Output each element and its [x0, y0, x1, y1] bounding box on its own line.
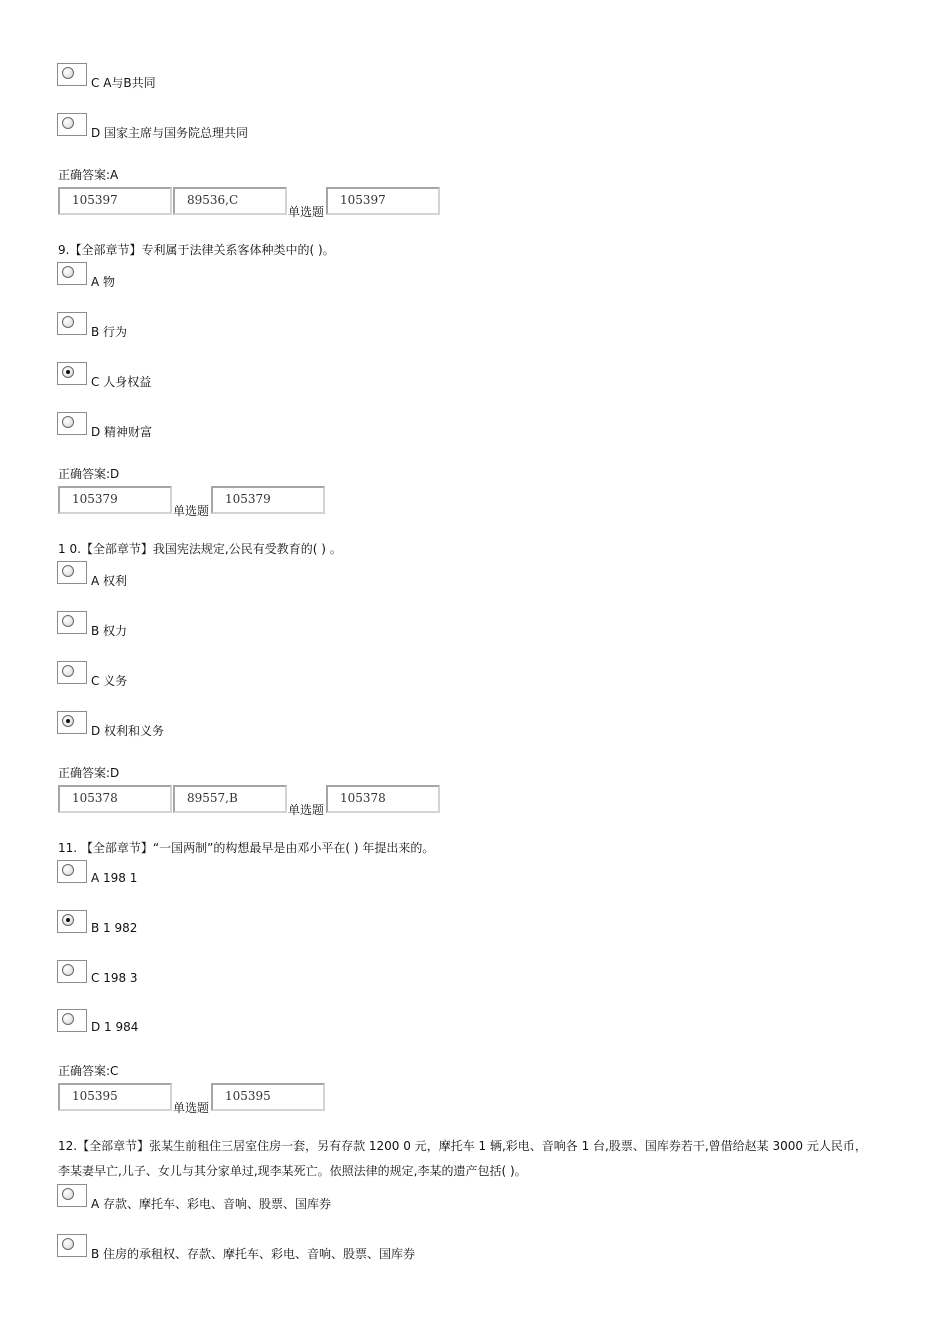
option-label: D 权利和义务: [91, 724, 165, 738]
field-id[interactable]: 105395: [58, 1083, 172, 1111]
radio-button[interactable]: [57, 960, 87, 983]
question-text: 9.【全部章节】专利属于法律关系客体种类中的( )。: [58, 243, 335, 257]
correct-answer: 正确答案:D: [58, 467, 120, 481]
radio-button[interactable]: [57, 611, 87, 634]
radio-button-selected[interactable]: [57, 910, 87, 933]
radio-circle-icon: [62, 565, 74, 577]
option-label: C 人身权益: [91, 375, 152, 389]
question-text-continued: 李某妻早亡,儿子、女儿与其分家单过,现李某死亡。依照法律的规定,李某的遗产包括( )。: [58, 1164, 527, 1178]
option-label: D 1 984: [91, 1020, 139, 1034]
field-id[interactable]: 105397: [326, 187, 440, 215]
field-id[interactable]: 105378: [58, 785, 172, 813]
question-text: 1 0.【全部章节】我国宪法规定,公民有受教育的( ) 。: [58, 542, 342, 556]
radio-button[interactable]: [57, 1184, 87, 1207]
radio-circle-icon: [62, 117, 74, 129]
option-label: A 存款、摩托车、彩电、音响、股票、国库券: [91, 1197, 332, 1211]
radio-button[interactable]: [57, 312, 87, 335]
radio-button-selected[interactable]: [57, 362, 87, 385]
radio-circle-icon: [62, 864, 74, 876]
option-label: A 权利: [91, 574, 128, 588]
radio-selected-icon: [62, 366, 74, 378]
radio-button[interactable]: [57, 860, 87, 883]
question-type: 单选题: [288, 803, 325, 817]
correct-answer: 正确答案:D: [58, 766, 120, 780]
radio-button[interactable]: [57, 1009, 87, 1032]
option-label: B 权力: [91, 624, 128, 638]
option-label: A 198 1: [91, 871, 138, 885]
field-answer[interactable]: 89536,C: [173, 187, 287, 215]
field-id[interactable]: 105397: [58, 187, 172, 215]
correct-answer: 正确答案:A: [58, 168, 119, 182]
radio-circle-icon: [62, 665, 74, 677]
question-text: 11. 【全部章节】“一国两制”的构想最早是由邓小平在( ) 年提出来的。: [58, 841, 435, 855]
option-label: C 198 3: [91, 971, 138, 985]
question-type: 单选题: [173, 504, 210, 518]
option-label: C 义务: [91, 674, 128, 688]
field-id[interactable]: 105395: [211, 1083, 325, 1111]
field-answer[interactable]: 89557,B: [173, 785, 287, 813]
option-label: D 精神财富: [91, 425, 153, 439]
option-label: B 住房的承租权、存款、摩托车、彩电、音响、股票、国库券: [91, 1247, 416, 1261]
option-label: B 行为: [91, 325, 128, 339]
radio-circle-icon: [62, 615, 74, 627]
radio-circle-icon: [62, 316, 74, 328]
radio-button[interactable]: [57, 1234, 87, 1257]
option-label: A 物: [91, 275, 116, 289]
radio-button[interactable]: [57, 113, 87, 136]
radio-button[interactable]: [57, 661, 87, 684]
radio-circle-icon: [62, 964, 74, 976]
question-type: 单选题: [288, 205, 325, 219]
radio-circle-icon: [62, 1238, 74, 1250]
option-label: C A与B共同: [91, 76, 156, 90]
radio-circle-icon: [62, 416, 74, 428]
radio-selected-icon: [62, 715, 74, 727]
radio-button[interactable]: [57, 262, 87, 285]
radio-circle-icon: [62, 266, 74, 278]
radio-circle-icon: [62, 67, 74, 79]
radio-button-selected[interactable]: [57, 711, 87, 734]
question-type: 单选题: [173, 1101, 210, 1115]
field-id[interactable]: 105378: [326, 785, 440, 813]
correct-answer: 正确答案:C: [58, 1064, 119, 1078]
radio-button[interactable]: [57, 561, 87, 584]
radio-circle-icon: [62, 1013, 74, 1025]
option-label: D 国家主席与国务院总理共同: [91, 126, 249, 140]
field-id[interactable]: 105379: [211, 486, 325, 514]
radio-circle-icon: [62, 1188, 74, 1200]
radio-selected-icon: [62, 914, 74, 926]
radio-button[interactable]: [57, 63, 87, 86]
question-text: 12.【全部章节】张某生前租住三居室住房一套，另有存款 1200 0 元，摩托车 1 辆,彩电、音响各 1 台,股票、国库券若干,曾借给赵某 3000 元人民币，: [58, 1139, 867, 1153]
radio-button[interactable]: [57, 412, 87, 435]
option-label: B 1 982: [91, 921, 138, 935]
field-id[interactable]: 105379: [58, 486, 172, 514]
